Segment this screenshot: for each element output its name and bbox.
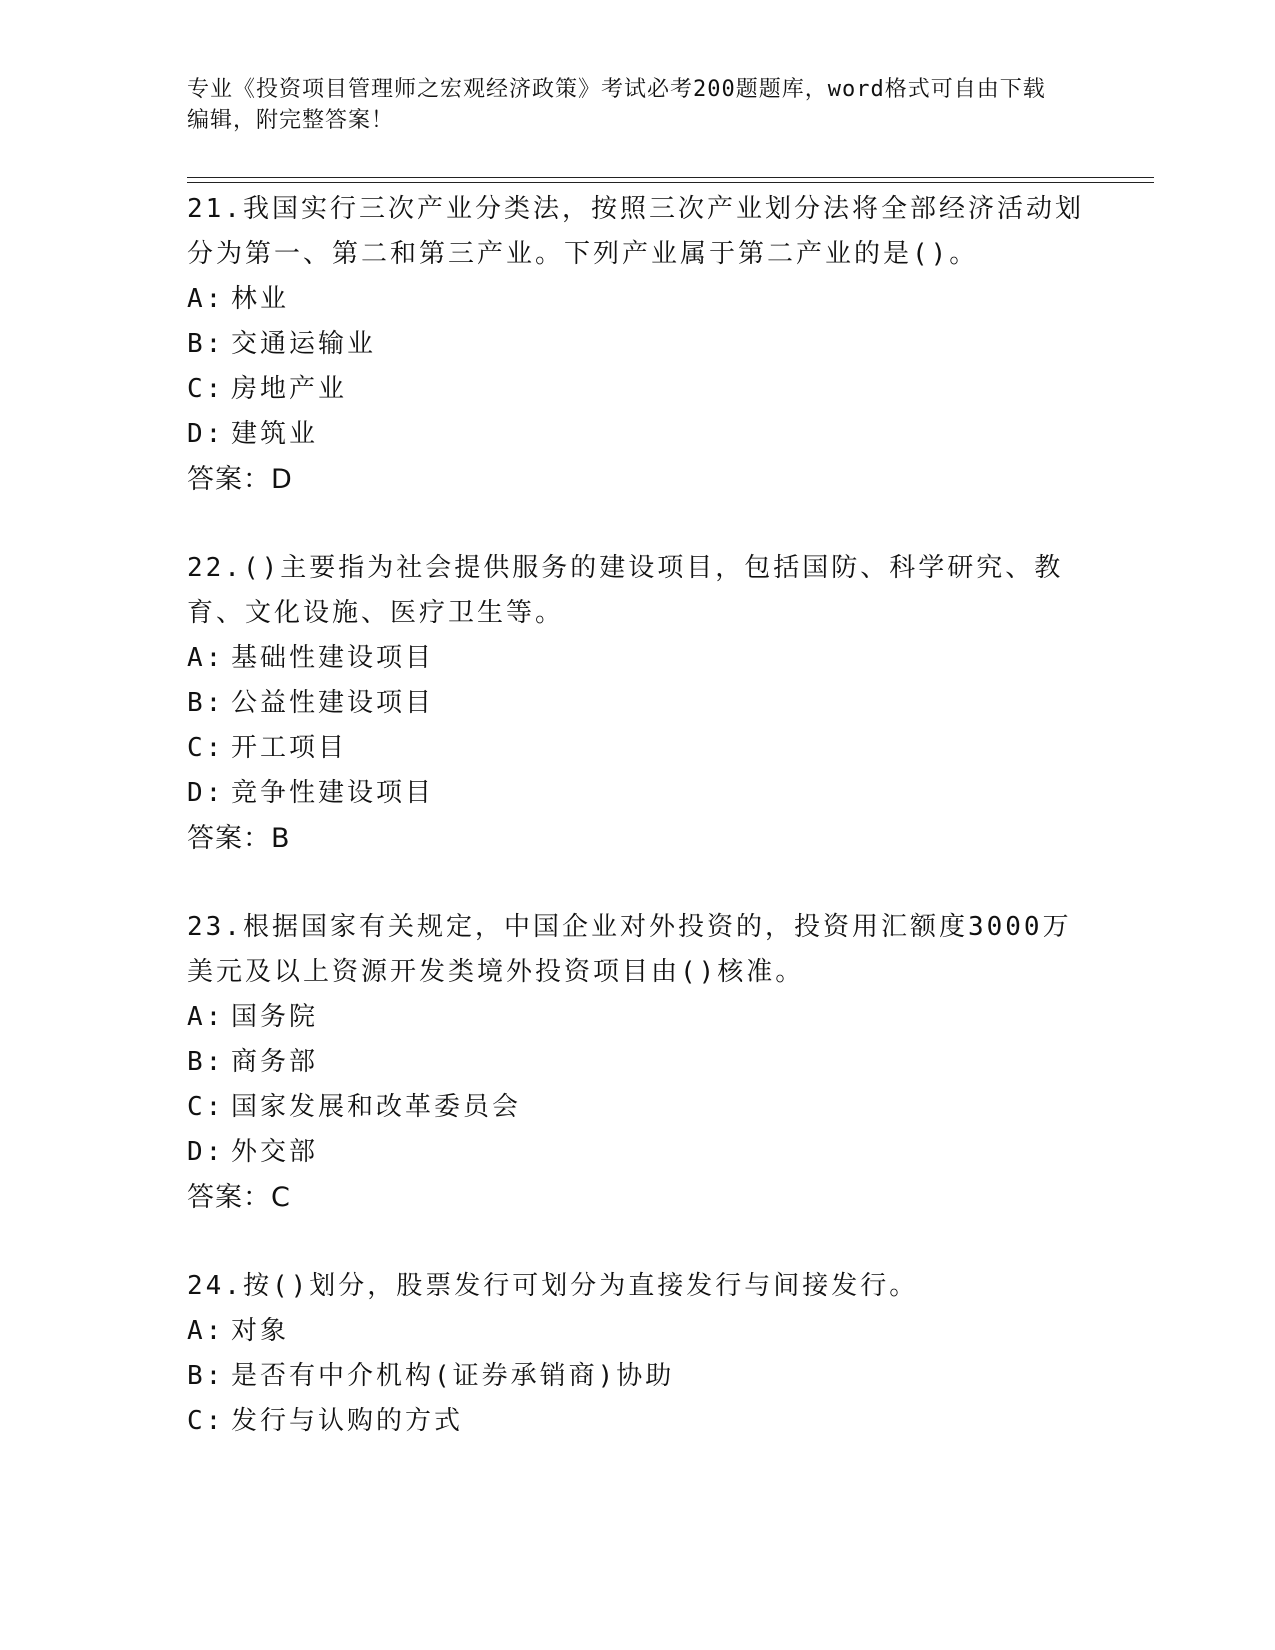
option-d xyxy=(187,1130,1087,1175)
option-letter: A: xyxy=(187,284,225,314)
option-d xyxy=(187,771,1087,816)
header-rule-bottom xyxy=(187,182,1154,183)
option-text: 公益性建设项目 xyxy=(231,688,435,718)
option-a xyxy=(187,995,1087,1040)
question-spacer xyxy=(187,502,1087,546)
document-header: 专业《投资项目管理师之宏观经济政策》考试必考200题题库，word格式可自由下载编辑，附完整答案！ xyxy=(187,77,1046,133)
option-text: 国家发展和改革委员会 xyxy=(231,1092,522,1122)
option-d xyxy=(187,412,1087,457)
option-text: 商务部 xyxy=(231,1047,319,1077)
option-c xyxy=(187,1085,1087,1130)
option-letter: D: xyxy=(187,778,225,808)
option-text: 林业 xyxy=(231,284,290,314)
option-text: 是否有中介机构(证券承销商)协助 xyxy=(231,1361,675,1391)
option-letter: B: xyxy=(187,329,225,359)
option-text: 交通运输业 xyxy=(231,329,377,359)
question-21 xyxy=(187,187,1087,502)
option-letter: D: xyxy=(187,419,225,449)
option-text: 竞争性建设项目 xyxy=(231,778,435,808)
option-text: 国务院 xyxy=(231,1002,319,1032)
option-text: 外交部 xyxy=(231,1137,319,1167)
option-letter: A: xyxy=(187,1002,225,1032)
option-text: 开工项目 xyxy=(231,733,348,763)
option-c xyxy=(187,1399,1087,1444)
question-list xyxy=(187,187,1087,1444)
option-letter: B: xyxy=(187,688,225,718)
option-b xyxy=(187,681,1087,726)
option-letter: C: xyxy=(187,374,225,404)
option-a xyxy=(187,277,1087,322)
question-spacer xyxy=(187,861,1087,905)
option-a xyxy=(187,636,1087,681)
option-letter: A: xyxy=(187,643,225,673)
option-letter: C: xyxy=(187,733,225,763)
question-spacer xyxy=(187,1220,1087,1264)
question-22 xyxy=(187,546,1087,861)
answer-line: 答案：C xyxy=(187,1182,291,1213)
option-c xyxy=(187,367,1087,412)
question-stem: 23.根据国家有关规定，中国企业对外投资的，投资用汇额度3000万美元及以上资源开发类境外投资项目由()核准。 xyxy=(187,912,1072,987)
option-text: 基础性建设项目 xyxy=(231,643,435,673)
option-text: 房地产业 xyxy=(231,374,348,404)
answer-line: 答案：D xyxy=(187,464,293,495)
option-letter: B: xyxy=(187,1047,225,1077)
option-letter: A: xyxy=(187,1316,225,1346)
option-letter: C: xyxy=(187,1092,225,1122)
option-letter: D: xyxy=(187,1137,225,1167)
option-b xyxy=(187,1354,1087,1399)
option-a xyxy=(187,1309,1087,1354)
option-letter: C: xyxy=(187,1406,225,1436)
question-23 xyxy=(187,905,1087,1220)
question-stem: 24.按()划分，股票发行可划分为直接发行与间接发行。 xyxy=(187,1271,919,1301)
option-text: 建筑业 xyxy=(231,419,319,449)
question-24 xyxy=(187,1264,1087,1444)
option-c xyxy=(187,726,1087,771)
header-rule-top xyxy=(187,177,1154,178)
option-b xyxy=(187,322,1087,367)
option-b xyxy=(187,1040,1087,1085)
question-stem: 22.()主要指为社会提供服务的建设项目，包括国防、科学研究、教育、文化设施、医疗卫生等。 xyxy=(187,553,1064,628)
question-stem: 21.我国实行三次产业分类法，按照三次产业划分法将全部经济活动划分为第一、第二和第三产业。下列产业属于第二产业的是()。 xyxy=(187,194,1084,269)
option-letter: B: xyxy=(187,1361,225,1391)
answer-line: 答案：B xyxy=(187,823,291,854)
option-text: 对象 xyxy=(231,1316,290,1346)
option-text: 发行与认购的方式 xyxy=(231,1406,464,1436)
